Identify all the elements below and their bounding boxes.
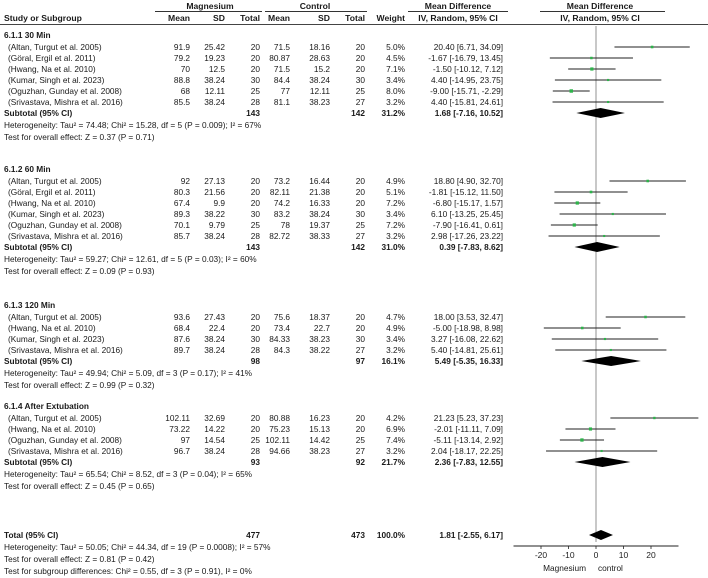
- c-sd: 38.33: [309, 231, 330, 241]
- m-sd: 38.24: [204, 231, 225, 241]
- subtotal-c-total: 97: [355, 356, 365, 366]
- m-mean: 102.11: [165, 413, 190, 423]
- x-tick-label: 0: [593, 550, 599, 560]
- study-name: (Srivastava, Mishra et al. 2016): [8, 446, 123, 456]
- m-sd-header: SD: [213, 13, 225, 23]
- study-point: [607, 101, 609, 103]
- study-point: [601, 450, 603, 452]
- c-total: 20: [355, 42, 365, 52]
- total-c-total: 473: [351, 530, 365, 540]
- m-mean: 87.6: [173, 334, 190, 344]
- m-total: 30: [250, 75, 260, 85]
- c-total: 20: [355, 187, 365, 197]
- m-total: 20: [250, 424, 260, 434]
- m-sd: 38.24: [204, 97, 225, 107]
- control-header: Control: [299, 1, 331, 11]
- c-mean: 84.3: [273, 345, 290, 355]
- mean-diff-ci: -5.11 [-13.14, 2.92]: [433, 435, 503, 445]
- c-mean-header: Mean: [268, 13, 290, 23]
- c-sd: 21.38: [309, 187, 330, 197]
- weight-header: Weight: [376, 13, 405, 23]
- m-mean: 70.1: [173, 220, 190, 230]
- c-total: 30: [355, 334, 365, 344]
- study-column-header: Study or Subgroup: [4, 13, 82, 23]
- m-mean: 68: [180, 86, 190, 96]
- weight: 5.0%: [386, 42, 405, 52]
- subtotal-label: Subtotal (95% CI): [4, 356, 73, 366]
- mean-diff-ci: 2.98 [-17.26, 23.22]: [431, 231, 503, 241]
- m-sd: 19.23: [204, 53, 225, 63]
- m-total: 20: [250, 176, 260, 186]
- m-mean: 73.22: [169, 424, 190, 434]
- weight: 3.2%: [386, 345, 405, 355]
- study-name: (Oguzhan, Gunday et al. 2008): [8, 220, 122, 230]
- x-tick-label: 10: [618, 550, 629, 560]
- overall-effect: Test for overall effect: Z = 0.37 (P = 0.71): [4, 132, 155, 142]
- c-total: 27: [355, 345, 365, 355]
- total-heterogeneity: Heterogeneity: Tau² = 50.05; Chi² = 44.34, df = 19 (P = 0.0008); I² = 57%: [4, 542, 271, 552]
- ci-header: IV, Random, 95% CI: [418, 13, 498, 23]
- m-sd: 38.24: [204, 334, 225, 344]
- mean-diff-ci: -7.90 [-16.41, 0.61]: [432, 220, 503, 230]
- x-tick-label: -10: [562, 550, 575, 560]
- c-mean: 71.5: [273, 64, 290, 74]
- c-sd: 14.42: [309, 435, 330, 445]
- study-name: (Altan, Turgut et al. 2005): [8, 42, 102, 52]
- c-mean: 82.11: [269, 187, 290, 197]
- c-sd: 16.44: [309, 176, 330, 186]
- c-total-header: Total: [345, 13, 365, 23]
- study-name: (Altan, Turgut et al. 2005): [8, 413, 102, 423]
- m-mean: 92: [180, 176, 190, 186]
- c-mean: 73.4: [273, 323, 290, 333]
- m-sd: 22.4: [208, 323, 225, 333]
- study-point: [590, 57, 592, 59]
- subtotal-ci: 1.68 [-7.16, 10.52]: [434, 108, 503, 118]
- study-point: [644, 316, 647, 319]
- mean-diff-ci: -5.00 [-18.98, 8.98]: [432, 323, 503, 333]
- c-sd: 18.37: [309, 312, 330, 322]
- subtotal-label: Subtotal (95% CI): [4, 457, 73, 467]
- c-mean: 73.2: [273, 176, 290, 186]
- subtotal-weight: 31.2%: [381, 108, 405, 118]
- study-point: [653, 417, 655, 419]
- m-total: 20: [250, 42, 260, 52]
- axis-left-label: Magnesium: [543, 563, 586, 573]
- subtotal-c-total: 142: [351, 242, 365, 252]
- subtotal-ci: 0.39 [-7.83, 8.62]: [439, 242, 503, 252]
- m-sd: 38.22: [204, 209, 225, 219]
- mean-diff-ci: 2.04 [-18.17, 22.25]: [431, 446, 503, 456]
- weight: 3.4%: [386, 75, 405, 85]
- c-total: 25: [355, 435, 365, 445]
- m-total-header: Total: [240, 13, 260, 23]
- c-total: 30: [355, 209, 365, 219]
- heterogeneity: Heterogeneity: Tau² = 49.94; Chi² = 5.09, df = 3 (P = 0.17); I² = 41%: [4, 368, 253, 378]
- c-total: 20: [355, 323, 365, 333]
- c-mean: 77: [280, 86, 290, 96]
- subtotal-weight: 16.1%: [381, 356, 405, 366]
- mean-diff-ci: 18.00 [3.53, 32.47]: [433, 312, 503, 322]
- c-mean: 83.2: [273, 209, 290, 219]
- group-title: 6.1.1 30 Min: [4, 30, 51, 40]
- subtotal-label: Subtotal (95% CI): [4, 108, 73, 118]
- subtotal-diamond: [576, 108, 625, 118]
- c-mean: 78: [280, 220, 290, 230]
- m-sd: 32.69: [204, 413, 225, 423]
- m-sd: 27.13: [204, 176, 225, 186]
- mean-diff-ci: 18.80 [4.90, 32.70]: [433, 176, 503, 186]
- subtotal-weight: 31.0%: [381, 242, 405, 252]
- mean-diff-ci: 20.40 [6.71, 34.09]: [433, 42, 503, 52]
- m-sd: 9.9: [213, 198, 225, 208]
- weight: 3.2%: [386, 231, 405, 241]
- overall-effect: Test for overall effect: Z = 0.09 (P = 0.93): [4, 266, 155, 276]
- study-point: [581, 327, 584, 330]
- m-sd: 14.54: [204, 435, 225, 445]
- m-sd: 25.42: [204, 42, 225, 52]
- c-mean: 81.1: [273, 97, 290, 107]
- mean-diff-ci: -6.80 [-15.17, 1.57]: [432, 198, 503, 208]
- mean-diff-ci: -1.81 [-15.12, 11.50]: [428, 187, 503, 197]
- m-sd: 14.22: [204, 424, 225, 434]
- c-sd: 38.24: [309, 209, 330, 219]
- study-name: (Oguzhan, Gunday et al. 2008): [8, 435, 122, 445]
- weight: 7.2%: [386, 220, 405, 230]
- m-total: 25: [250, 86, 260, 96]
- mean-diff-ci: 6.10 [-13.25, 25.45]: [431, 209, 503, 219]
- m-total: 30: [250, 209, 260, 219]
- c-mean: 74.2: [273, 198, 290, 208]
- study-name: (Altan, Turgut et al. 2005): [8, 176, 102, 186]
- m-total: 20: [250, 312, 260, 322]
- study-point: [651, 46, 654, 49]
- subgroup-differences: Test for subgroup differences: Chi² = 0.55, df = 3 (P = 0.91), I² = 0%: [4, 566, 252, 576]
- study-point: [607, 79, 609, 81]
- c-total: 27: [355, 231, 365, 241]
- subtotal-c-total: 142: [351, 108, 365, 118]
- c-sd: 38.22: [309, 345, 330, 355]
- study-name: (Kumar, Singh et al. 2023): [8, 334, 105, 344]
- m-total: 28: [250, 231, 260, 241]
- study-name: (Göral, Ergil et al. 2011): [8, 53, 96, 63]
- subtotal-label: Subtotal (95% CI): [4, 242, 73, 252]
- total-m-total: 477: [246, 530, 260, 540]
- weight: 3.2%: [386, 446, 405, 456]
- study-point: [612, 213, 614, 215]
- m-total: 30: [250, 334, 260, 344]
- c-mean: 82.72: [269, 231, 290, 241]
- study-point: [573, 223, 576, 226]
- subtotal-diamond: [574, 457, 630, 467]
- total-label: Total (95% CI): [4, 530, 59, 540]
- study-name: (Kumar, Singh et al. 2023): [8, 75, 105, 85]
- c-total: 20: [355, 176, 365, 186]
- m-sd: 21.56: [204, 187, 225, 197]
- group-title: 6.1.2 60 Min: [4, 164, 51, 174]
- c-total: 25: [355, 86, 365, 96]
- subtotal-ci: 5.49 [-5.35, 16.33]: [434, 356, 503, 366]
- c-sd: 38.23: [309, 97, 330, 107]
- overall-diamond: [589, 530, 613, 540]
- c-total: 20: [355, 413, 365, 423]
- m-total: 25: [250, 435, 260, 445]
- c-mean: 94.66: [269, 446, 290, 456]
- m-mean-header: Mean: [168, 13, 190, 23]
- m-total: 28: [250, 97, 260, 107]
- c-sd: 18.16: [309, 42, 330, 52]
- weight: 3.4%: [386, 334, 405, 344]
- mean-diff-ci: 4.40 [-14.95, 23.75]: [431, 75, 503, 85]
- c-sd: 22.7: [313, 323, 330, 333]
- study-point: [580, 438, 583, 441]
- c-sd: 19.37: [309, 220, 330, 230]
- mean-diff-ci: -9.00 [-15.71, -2.29]: [430, 86, 503, 96]
- weight: 6.9%: [386, 424, 405, 434]
- c-sd: 38.23: [309, 334, 330, 344]
- m-sd: 9.79: [208, 220, 225, 230]
- overall-effect: Test for overall effect: Z = 0.99 (P = 0.32): [4, 380, 155, 390]
- m-mean: 80.3: [173, 187, 190, 197]
- m-mean: 85.7: [173, 231, 190, 241]
- subtotal-c-total: 92: [355, 457, 365, 467]
- c-sd: 16.23: [309, 413, 330, 423]
- study-name: (Hwang, Na et al. 2010): [8, 64, 96, 74]
- mean-diff-ci: 4.40 [-15.81, 24.61]: [431, 97, 503, 107]
- weight: 4.9%: [386, 323, 405, 333]
- study-name: (Oguzhan, Gunday et al. 2008): [8, 86, 122, 96]
- study-name: (Hwang, Na et al. 2010): [8, 424, 96, 434]
- axis-right-label: control: [598, 563, 623, 573]
- m-mean: 96.7: [173, 446, 190, 456]
- c-mean: 75.6: [273, 312, 290, 322]
- mean-diff-ci: -2.01 [-11.11, 7.09]: [434, 424, 503, 434]
- m-total: 25: [250, 220, 260, 230]
- c-sd: 16.33: [309, 198, 330, 208]
- total-ci: 1.81 [-2.55, 6.17]: [439, 530, 503, 540]
- m-mean: 70: [180, 64, 190, 74]
- total-overall-effect: Test for overall effect: Z = 0.81 (P = 0.42): [4, 554, 155, 564]
- heterogeneity: Heterogeneity: Tau² = 59.27; Chi² = 12.61, df = 5 (P = 0.03); I² = 60%: [4, 254, 257, 264]
- study-name: (Kumar, Singh et al. 2023): [8, 209, 105, 219]
- total-weight: 100.0%: [376, 530, 405, 540]
- m-sd: 12.11: [204, 86, 225, 96]
- c-total: 27: [355, 446, 365, 456]
- c-total: 27: [355, 97, 365, 107]
- c-mean: 80.88: [269, 413, 290, 423]
- c-sd: 38.24: [309, 75, 330, 85]
- study-point: [646, 180, 649, 183]
- weight: 8.0%: [386, 86, 405, 96]
- subtotal-m-total: 93: [250, 457, 260, 467]
- heterogeneity: Heterogeneity: Tau² = 74.48; Chi² = 15.28, df = 5 (P = 0.009); I² = 67%: [4, 120, 262, 130]
- mean-diff-ci: 3.27 [-16.08, 22.62]: [431, 334, 503, 344]
- m-total: 20: [250, 323, 260, 333]
- study-name: (Hwang, Na et al. 2010): [8, 198, 96, 208]
- c-total: 20: [355, 53, 365, 63]
- m-mean: 68.4: [173, 323, 190, 333]
- subtotal-m-total: 98: [250, 356, 260, 366]
- weight: 5.1%: [386, 187, 405, 197]
- study-point: [590, 67, 593, 70]
- c-total: 20: [355, 64, 365, 74]
- mean-difference-header: Mean Difference: [424, 1, 492, 11]
- subtotal-m-total: 143: [246, 242, 260, 252]
- c-sd: 15.13: [309, 424, 330, 434]
- c-mean: 84.4: [273, 75, 290, 85]
- study-point: [603, 235, 605, 237]
- c-sd: 15.2: [313, 64, 330, 74]
- m-mean: 79.2: [173, 53, 190, 63]
- c-total: 20: [355, 312, 365, 322]
- c-mean: 102.11: [265, 435, 290, 445]
- m-mean: 88.8: [173, 75, 190, 85]
- subtotal-diamond: [574, 242, 619, 252]
- study-name: (Hwang, Na et al. 2010): [8, 323, 96, 333]
- m-total: 28: [250, 446, 260, 456]
- m-mean: 89.3: [173, 209, 190, 219]
- c-total: 20: [355, 424, 365, 434]
- c-mean: 71.5: [273, 42, 290, 52]
- subtotal-weight: 21.7%: [381, 457, 405, 467]
- m-sd: 38.24: [204, 345, 225, 355]
- mean-diff-ci: -1.50 [-10.12, 7.12]: [432, 64, 503, 74]
- m-total: 20: [250, 53, 260, 63]
- m-mean: 67.4: [173, 198, 190, 208]
- m-sd: 38.24: [204, 446, 225, 456]
- plot-mean-difference-header: Mean Difference: [566, 1, 634, 11]
- m-total: 28: [250, 345, 260, 355]
- c-total: 20: [355, 198, 365, 208]
- m-mean: 89.7: [173, 345, 190, 355]
- study-point: [604, 338, 606, 340]
- weight: 4.2%: [386, 413, 405, 423]
- c-mean: 84.33: [269, 334, 290, 344]
- weight: 3.2%: [386, 97, 405, 107]
- study-point: [576, 201, 579, 204]
- x-tick-label: -20: [534, 550, 548, 560]
- study-name: (Srivastava, Mishra et al. 2016): [8, 97, 123, 107]
- plot-ci-header: IV, Random, 95% CI: [560, 13, 640, 23]
- weight: 4.7%: [386, 312, 405, 322]
- weight: 4.5%: [386, 53, 405, 63]
- c-sd-header: SD: [318, 13, 330, 23]
- c-total: 25: [355, 220, 365, 230]
- study-point: [570, 89, 573, 92]
- study-name: (Göral, Ergil et al. 2011): [8, 187, 96, 197]
- m-total: 20: [250, 187, 260, 197]
- m-total: 20: [250, 413, 260, 423]
- study-point: [590, 191, 593, 194]
- m-sd: 12.5: [208, 64, 225, 74]
- m-sd: 27.43: [204, 312, 225, 322]
- c-sd: 28.63: [309, 53, 330, 63]
- x-tick-label: 20: [646, 550, 656, 560]
- overall-effect: Test for overall effect: Z = 0.45 (P = 0.65): [4, 481, 155, 491]
- group-title: 6.1.3 120 Min: [4, 300, 56, 310]
- weight: 3.4%: [386, 209, 405, 219]
- m-mean: 93.6: [173, 312, 190, 322]
- study-point: [610, 349, 612, 351]
- c-sd: 38.23: [309, 446, 330, 456]
- m-total: 20: [250, 198, 260, 208]
- m-total: 20: [250, 64, 260, 74]
- c-total: 30: [355, 75, 365, 85]
- weight: 7.1%: [386, 64, 405, 74]
- c-mean: 75.23: [269, 424, 290, 434]
- study-name: (Srivastava, Mishra et al. 2016): [8, 231, 123, 241]
- study-point: [589, 427, 592, 430]
- c-mean: 80.87: [269, 53, 290, 63]
- study-name: (Altan, Turgut et al. 2005): [8, 312, 102, 322]
- c-sd: 12.11: [309, 86, 330, 96]
- mean-diff-ci: -1.67 [-16.79, 13.45]: [428, 53, 503, 63]
- subtotal-ci: 2.36 [-7.83, 12.55]: [434, 457, 503, 467]
- m-mean: 85.5: [173, 97, 190, 107]
- mean-diff-ci: 5.40 [-14.81, 25.61]: [431, 345, 503, 355]
- magnesium-header: Magnesium: [186, 1, 234, 11]
- weight: 4.9%: [386, 176, 405, 186]
- weight: 7.2%: [386, 198, 405, 208]
- m-sd: 38.24: [204, 75, 225, 85]
- mean-diff-ci: 21.23 [5.23, 37.23]: [433, 413, 503, 423]
- weight: 7.4%: [386, 435, 405, 445]
- heterogeneity: Heterogeneity: Tau² = 65.54; Chi² = 8.52, df = 3 (P = 0.04); I² = 65%: [4, 469, 253, 479]
- group-title: 6.1.4 After Extubation: [4, 401, 89, 411]
- m-mean: 97: [180, 435, 190, 445]
- subtotal-diamond: [581, 356, 641, 366]
- m-mean: 91.9: [173, 42, 190, 52]
- subtotal-m-total: 143: [246, 108, 260, 118]
- study-name: (Srivastava, Mishra et al. 2016): [8, 345, 123, 355]
